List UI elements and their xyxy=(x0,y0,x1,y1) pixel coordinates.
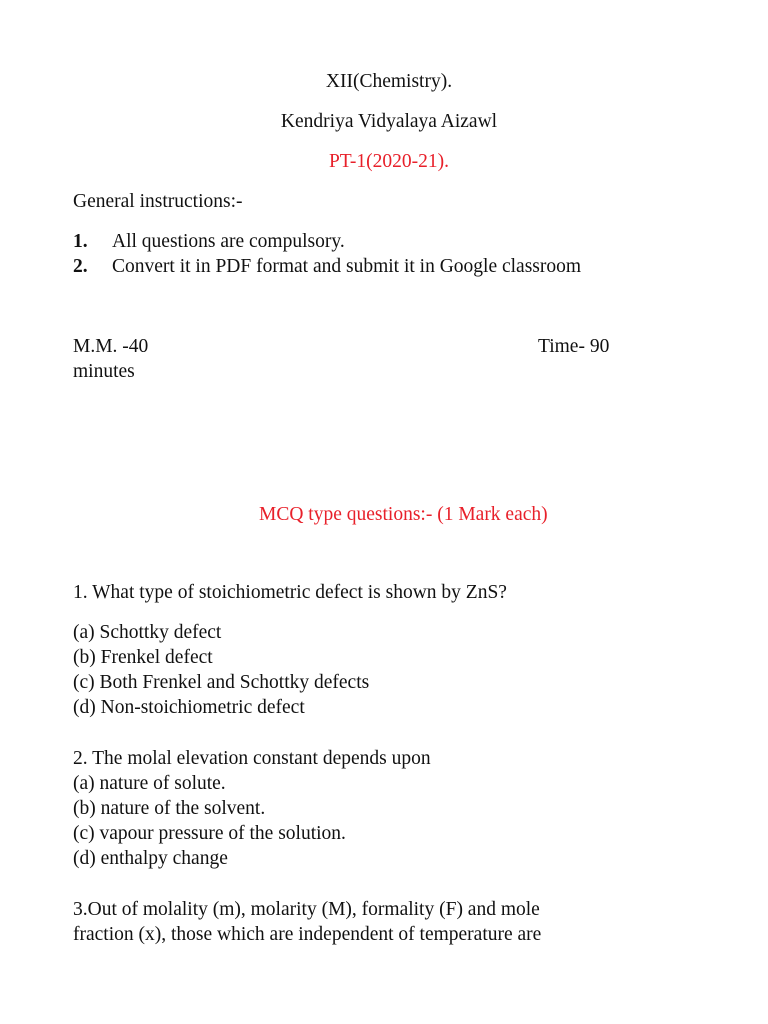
question-option: (b) nature of the solvent. xyxy=(73,798,266,819)
question-option: (a) Schottky defect xyxy=(73,622,222,643)
question-text: 1. What type of stoichiometric defect is shown by ZnS? xyxy=(73,582,507,603)
question-option: (c) Both Frenkel and Schottky defects xyxy=(73,672,370,693)
instruction-item xyxy=(73,255,581,279)
question-text: 2. The molal elevation constant depends upon xyxy=(73,748,431,769)
question-text: 3.Out of molality (m), molarity (M), formality (F) and mole xyxy=(73,899,540,920)
instruction-number: 2. xyxy=(73,256,88,277)
question-text-continued: fraction (x), those which are independent of temperature are xyxy=(73,924,542,945)
time-label: Time- 90 xyxy=(538,336,610,357)
instruction-text: Convert it in PDF format and submit it in Google classroom xyxy=(112,256,582,277)
question-option: (d) enthalpy change xyxy=(73,848,228,869)
instruction-item xyxy=(73,230,345,254)
question-option: (a) nature of solute. xyxy=(73,773,226,794)
class-subject-title: XII(Chemistry). xyxy=(325,71,453,92)
question-option: (c) vapour pressure of the solution. xyxy=(73,823,346,844)
question-option: (b) Frenkel defect xyxy=(73,647,213,668)
section-title: MCQ type questions:- (1 Mark each) xyxy=(259,504,548,525)
instruction-text: All questions are compulsory. xyxy=(112,231,345,252)
school-name: Kendriya Vidyalaya Aizawl xyxy=(280,111,498,132)
instructions-heading: General instructions:- xyxy=(73,191,243,212)
max-marks: M.M. -40 xyxy=(73,336,149,357)
time-unit: minutes xyxy=(73,361,135,382)
instruction-number: 1. xyxy=(73,231,88,252)
exam-title: PT-1(2020-21). xyxy=(328,151,450,172)
question-option: (d) Non-stoichiometric defect xyxy=(73,697,305,718)
